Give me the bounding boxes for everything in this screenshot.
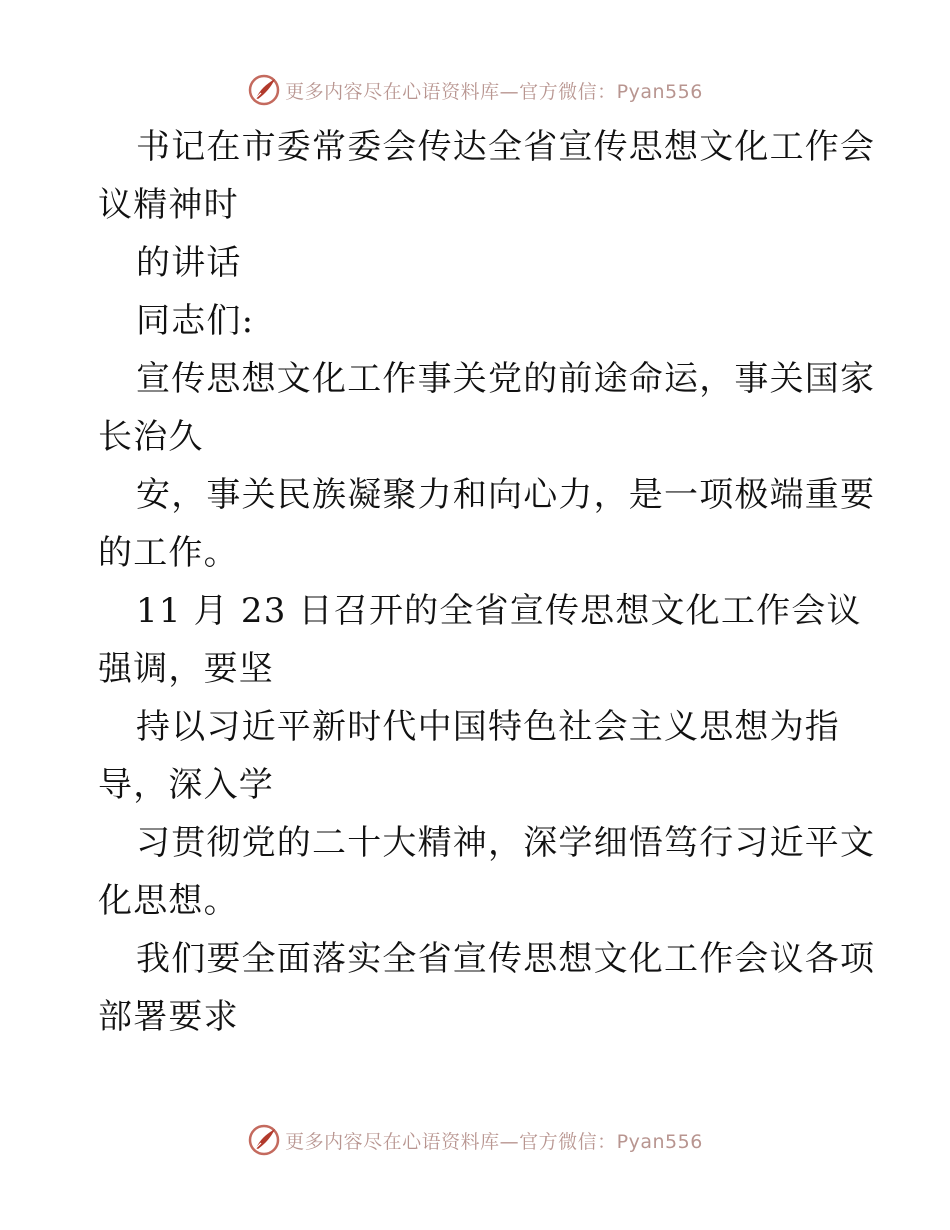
text-line: 习贯彻党的二十大精神，深学细悟笃行习近平文 <box>136 823 876 863</box>
text-line: 安，事关民族凝聚力和向心力，是一项极端重要 <box>136 475 876 515</box>
text-line: 宣传思想文化工作事关党的前途命运，事关国家 <box>136 359 876 399</box>
text-line: 议精神时 <box>98 185 239 225</box>
watermark-text: 更多内容尽在心语资料库—官方微信：Pyan556 <box>285 1130 703 1153</box>
text-line: 的工作。 <box>98 533 239 573</box>
watermark-footer <box>0 1120 950 1160</box>
text-line: 书记在市委常委会传达全省宣传思想文化工作会 <box>136 127 876 167</box>
text-line: 长治久 <box>98 417 204 457</box>
text-line: 的讲话 <box>136 243 242 283</box>
watermark-text: 更多内容尽在心语资料库—官方微信：Pyan556 <box>285 80 703 103</box>
text-line: 化思想。 <box>98 881 239 921</box>
text-line: 11 月 23 日召开的全省宣传思想文化工作会议 <box>136 591 862 631</box>
text-line: 持以习近平新时代中国特色社会主义思想为指 <box>136 707 840 747</box>
text-line: 强调，要坚 <box>98 649 274 689</box>
text-line: 部署要求 <box>98 997 239 1037</box>
text-line: 导，深入学 <box>98 765 274 805</box>
quill-logo-icon <box>247 1123 281 1157</box>
text-line: 我们要全面落实全省宣传思想文化工作会议各项 <box>136 939 876 979</box>
text-line: 同志们: <box>136 301 255 341</box>
